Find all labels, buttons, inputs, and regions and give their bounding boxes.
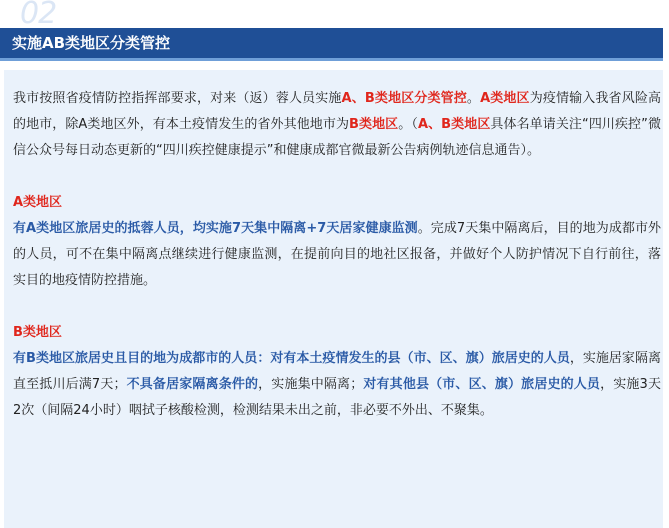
section-b-text: ，实施集中隔离； [258,377,364,392]
article-body [13,86,661,424]
subheading-a: A类地区 [13,195,63,210]
section-b-lead: 有B类地区旅居史且目的地为成都市的人员：对有本土疫情发生的县（市、区、旗）旅居史的人员 [13,351,570,366]
section-a-paragraph [13,216,661,294]
intro-text: 具体名单请关注“四川疾控”微信公众号每日动态更新的“四川疾控健康提示”和健康成都官微最新公告病例轨迹信息通告）。 [13,117,661,158]
spacer [13,294,661,320]
intro-highlight-ab: A、B类地区 [417,117,491,132]
section-b-paragraph [13,346,661,424]
section-header [0,28,663,61]
section-a-text: 。完成7天集中隔离后，目的地为成都市外的人员，可不在集中隔离点继续进行健康监测，在提前向目的地社区报备，并做好个人防护情况下自行前往，落实目的地疫情防控措施。 [13,221,662,288]
section-b-lead: 对有其他县（市、区、旗）旅居史的人员 [363,377,601,392]
section-number: 02 [20,0,57,28]
intro-paragraph [13,86,661,164]
intro-highlight-b: B类地区 [349,117,399,132]
intro-text: 我市按照省疫情防控指挥部要求，对来（返）蓉人员实施 [13,91,342,106]
intro-text: 为疫情输入我省风险高的地市，除A类地区外，有本土疫情发生的省外其他地市为 [13,91,661,132]
intro-highlight-ab: A、B类地区分类管控 [341,91,467,106]
content-panel [4,70,663,528]
section-b-lead: 不具备居家隔离条件的 [126,377,259,392]
intro-highlight-a: A类地区 [480,91,530,106]
intro-text: 。（ [398,117,418,132]
subheading-b: B类地区 [13,325,62,340]
section-b-text: ，实施居家隔离直至抵川后满7天； [13,351,661,392]
spacer [13,164,661,190]
intro-text: 。 [466,91,481,106]
section-title: 实施AB类地区分类管控 [12,34,171,52]
header-accent [0,28,8,58]
section-a-lead: 有A类地区旅居史的抵蓉人员，均实施7天集中隔离+7天居家健康监测 [13,221,418,236]
section-b-text: ，实施3天2次（间隔24小时）咽拭子核酸检测，检测结果未出之前，非必要不外出、不聚集。 [13,377,661,418]
